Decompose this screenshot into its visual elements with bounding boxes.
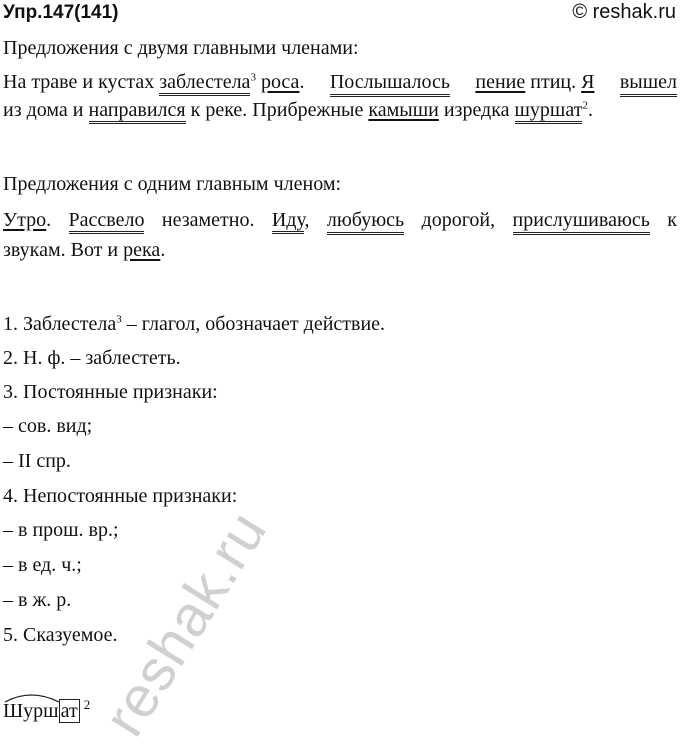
analysis-item-6: 4. Непостоянные признаки:	[3, 485, 238, 507]
analysis-item-4: – сов. вид;	[3, 415, 93, 437]
main-member-word: Утро	[3, 209, 47, 231]
site-credit: © reshak.ru	[572, 1, 676, 23]
predicate-word: вышел	[620, 70, 677, 97]
predicate-word: заблестела	[159, 71, 250, 96]
main-member-word: Иду	[272, 209, 305, 234]
analysis-item-7: – в прош. вр.;	[3, 519, 119, 541]
exercise-title: Упр.147(141)	[3, 2, 119, 23]
watermark: reshak.ru	[91, 499, 280, 748]
main-member-word: река	[123, 239, 161, 261]
subject-word: камыши	[368, 99, 439, 121]
morph-ending: ат	[60, 700, 78, 722]
morpheme-analysis: Шурш ат $^2$	[3, 700, 90, 723]
root-arc-icon	[3, 690, 63, 704]
analysis-item-10: 5. Сказуемое.	[3, 624, 118, 646]
analysis-item-1: 1. Заблестела$^3$ – глагол, обозначает действие.	[3, 313, 386, 335]
main-member-word: прислушиваюсь	[513, 208, 650, 235]
section2-heading: Предложения с одним главным членом:	[3, 173, 342, 195]
sec1-line2: из дома и направился к реке. Прибрежные камыши изредка шуршат$^2$.	[3, 98, 593, 122]
section1-heading: Предложения с двумя главными членами:	[3, 37, 359, 59]
subject-word: Я	[581, 71, 595, 93]
predicate-word: направился	[89, 99, 186, 124]
predicate-word: Послышалось	[330, 70, 450, 97]
predicate-word: шуршат	[515, 99, 583, 124]
sec1-line1: На траве и кустах заблестела$^3$ роса. Послышалось пение птиц. Я вышел	[3, 70, 677, 97]
analysis-item-3: 3. Постоянные признаки:	[3, 381, 218, 403]
main-member-word: Рассвело	[69, 209, 145, 234]
analysis-item-8: – в ед. ч.;	[3, 554, 82, 576]
sec2-line2: звукам. Вот и река.	[3, 239, 166, 261]
analysis-item-2: 2. Н. ф. – заблестеть.	[3, 347, 181, 369]
subject-word: роса	[260, 71, 300, 93]
subject-word: пение	[475, 71, 526, 93]
morph-root: Шурш	[3, 700, 59, 722]
analysis-item-5: – II спр.	[3, 450, 71, 472]
sec2-line1: Утро. Рассвело незаметно. Иду, любуюсь дорогой, прислушиваюсь к	[3, 208, 677, 235]
main-member-word: любуюсь	[327, 208, 404, 235]
analysis-item-9: – в ж. р.	[3, 589, 72, 611]
